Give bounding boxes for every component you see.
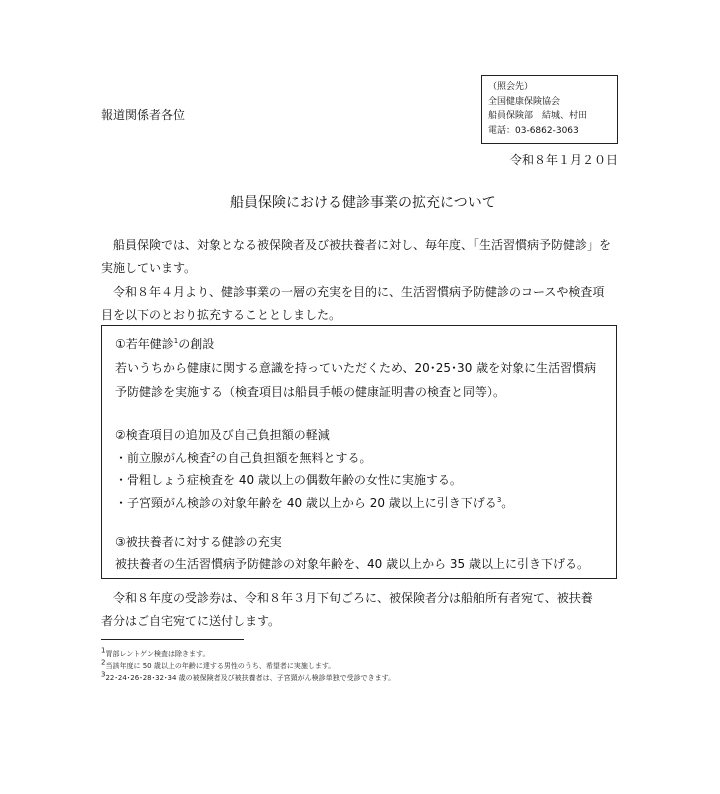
footnote-ref-1: 1 <box>173 337 179 345</box>
contact-heading: （照会先） <box>488 82 534 92</box>
intro-line-4: 目を以下のとおり拡充することとしました。 <box>101 308 342 322</box>
footnote-2 <box>101 658 336 671</box>
footnote-3-number: 3 <box>101 670 106 679</box>
section-1-heading-text: ①若年健診 <box>115 337 174 351</box>
closing-line-2: 者分はご自宅宛てに送付します。 <box>101 614 281 628</box>
section-2-heading: ②検査項目の追加及び自己負担額の軽減 <box>115 428 330 442</box>
footnote-divider <box>101 639 244 640</box>
section-2-bullet-1-text: ・前立腺がん検査 <box>115 451 212 465</box>
document-title: 船員保険における健診事業の拡充について <box>230 195 496 211</box>
section-2-bullet-1 <box>115 449 372 466</box>
closing-line-1: 令和８年度の受診券は、令和８年３月下旬ごろに、被保険者分は船舶所有者宛て、被扶養 <box>101 591 593 605</box>
recipient: 報道関係者各位 <box>101 108 186 122</box>
section-1-line-1: 若いうちから健康に関する意識を持っていただくため、20･25･30 歳を対象に生活習慣病 <box>115 361 597 375</box>
release-date: 令和８年１月２０日 <box>510 153 619 167</box>
footnote-3 <box>101 670 396 683</box>
footnote-ref-2: 2 <box>211 451 216 459</box>
intro-line-3: 令和８年４月より、健診事業の一層の充実を目的に、生活習慣病予防健診のコースや検査項 <box>101 285 605 299</box>
section-3-heading: ③被扶養者に対する健診の充実 <box>115 535 282 549</box>
section-3-line-1: 被扶養者の生活習慣病予防健診の対象年齢を、40 歳以上から 35 歳以上に引き下げる。 <box>115 557 589 571</box>
footnote-ref-3: 3 <box>496 496 502 504</box>
footnote-2-number: 2 <box>101 658 106 667</box>
footnote-1-text: 胃部レントゲン検査は除きます。 <box>105 650 210 658</box>
footnote-1-number: 1 <box>101 646 106 655</box>
section-2-bullet-1-tail: の自己負担額を無料とする。 <box>215 451 372 465</box>
section-2-bullet-3-tail: 。 <box>501 496 514 510</box>
contact-org: 全国健康保険協会 <box>488 96 561 107</box>
section-1-line-2: 予防健診を実施する（検査項目は船員手帳の健康証明書の検査と同等）。 <box>115 385 506 399</box>
contact-dept: 船員保険部 結城、村田 <box>488 111 588 121</box>
intro-line-1: 船員保険では、対象となる被保険者及び被扶養者に対し、毎年度、「生活習慣病予防健診」を <box>101 238 612 252</box>
contact-info-box <box>481 75 618 144</box>
footnote-3-text: 22･24･26･28･32･34 歳の被保険者及び被扶養者は、子宮頸がん検診単独で受診できます。 <box>105 674 396 682</box>
footnote-1 <box>101 646 210 659</box>
section-2-bullet-3 <box>115 494 513 511</box>
section-1-heading <box>115 335 214 352</box>
footnote-2-text: 当該年度に 50 歳以上の年齢に達する男性のうち、希望者に実施します。 <box>105 662 336 670</box>
section-2-bullet-2: ・骨粗しょう症検査を 40 歳以上の偶数年齢の女性に実施する。 <box>115 473 462 487</box>
expansion-details-box <box>101 325 617 579</box>
intro-line-2: 実施しています。 <box>101 261 197 275</box>
contact-phone: 電話：03-6862-3063 <box>488 125 579 136</box>
section-2-bullet-3-text: ・子宮頸がん検診の対象年齢を 40 歳以上から 20 歳以上に引き下げる <box>115 496 497 510</box>
section-1-heading-tail: の創設 <box>178 337 215 351</box>
